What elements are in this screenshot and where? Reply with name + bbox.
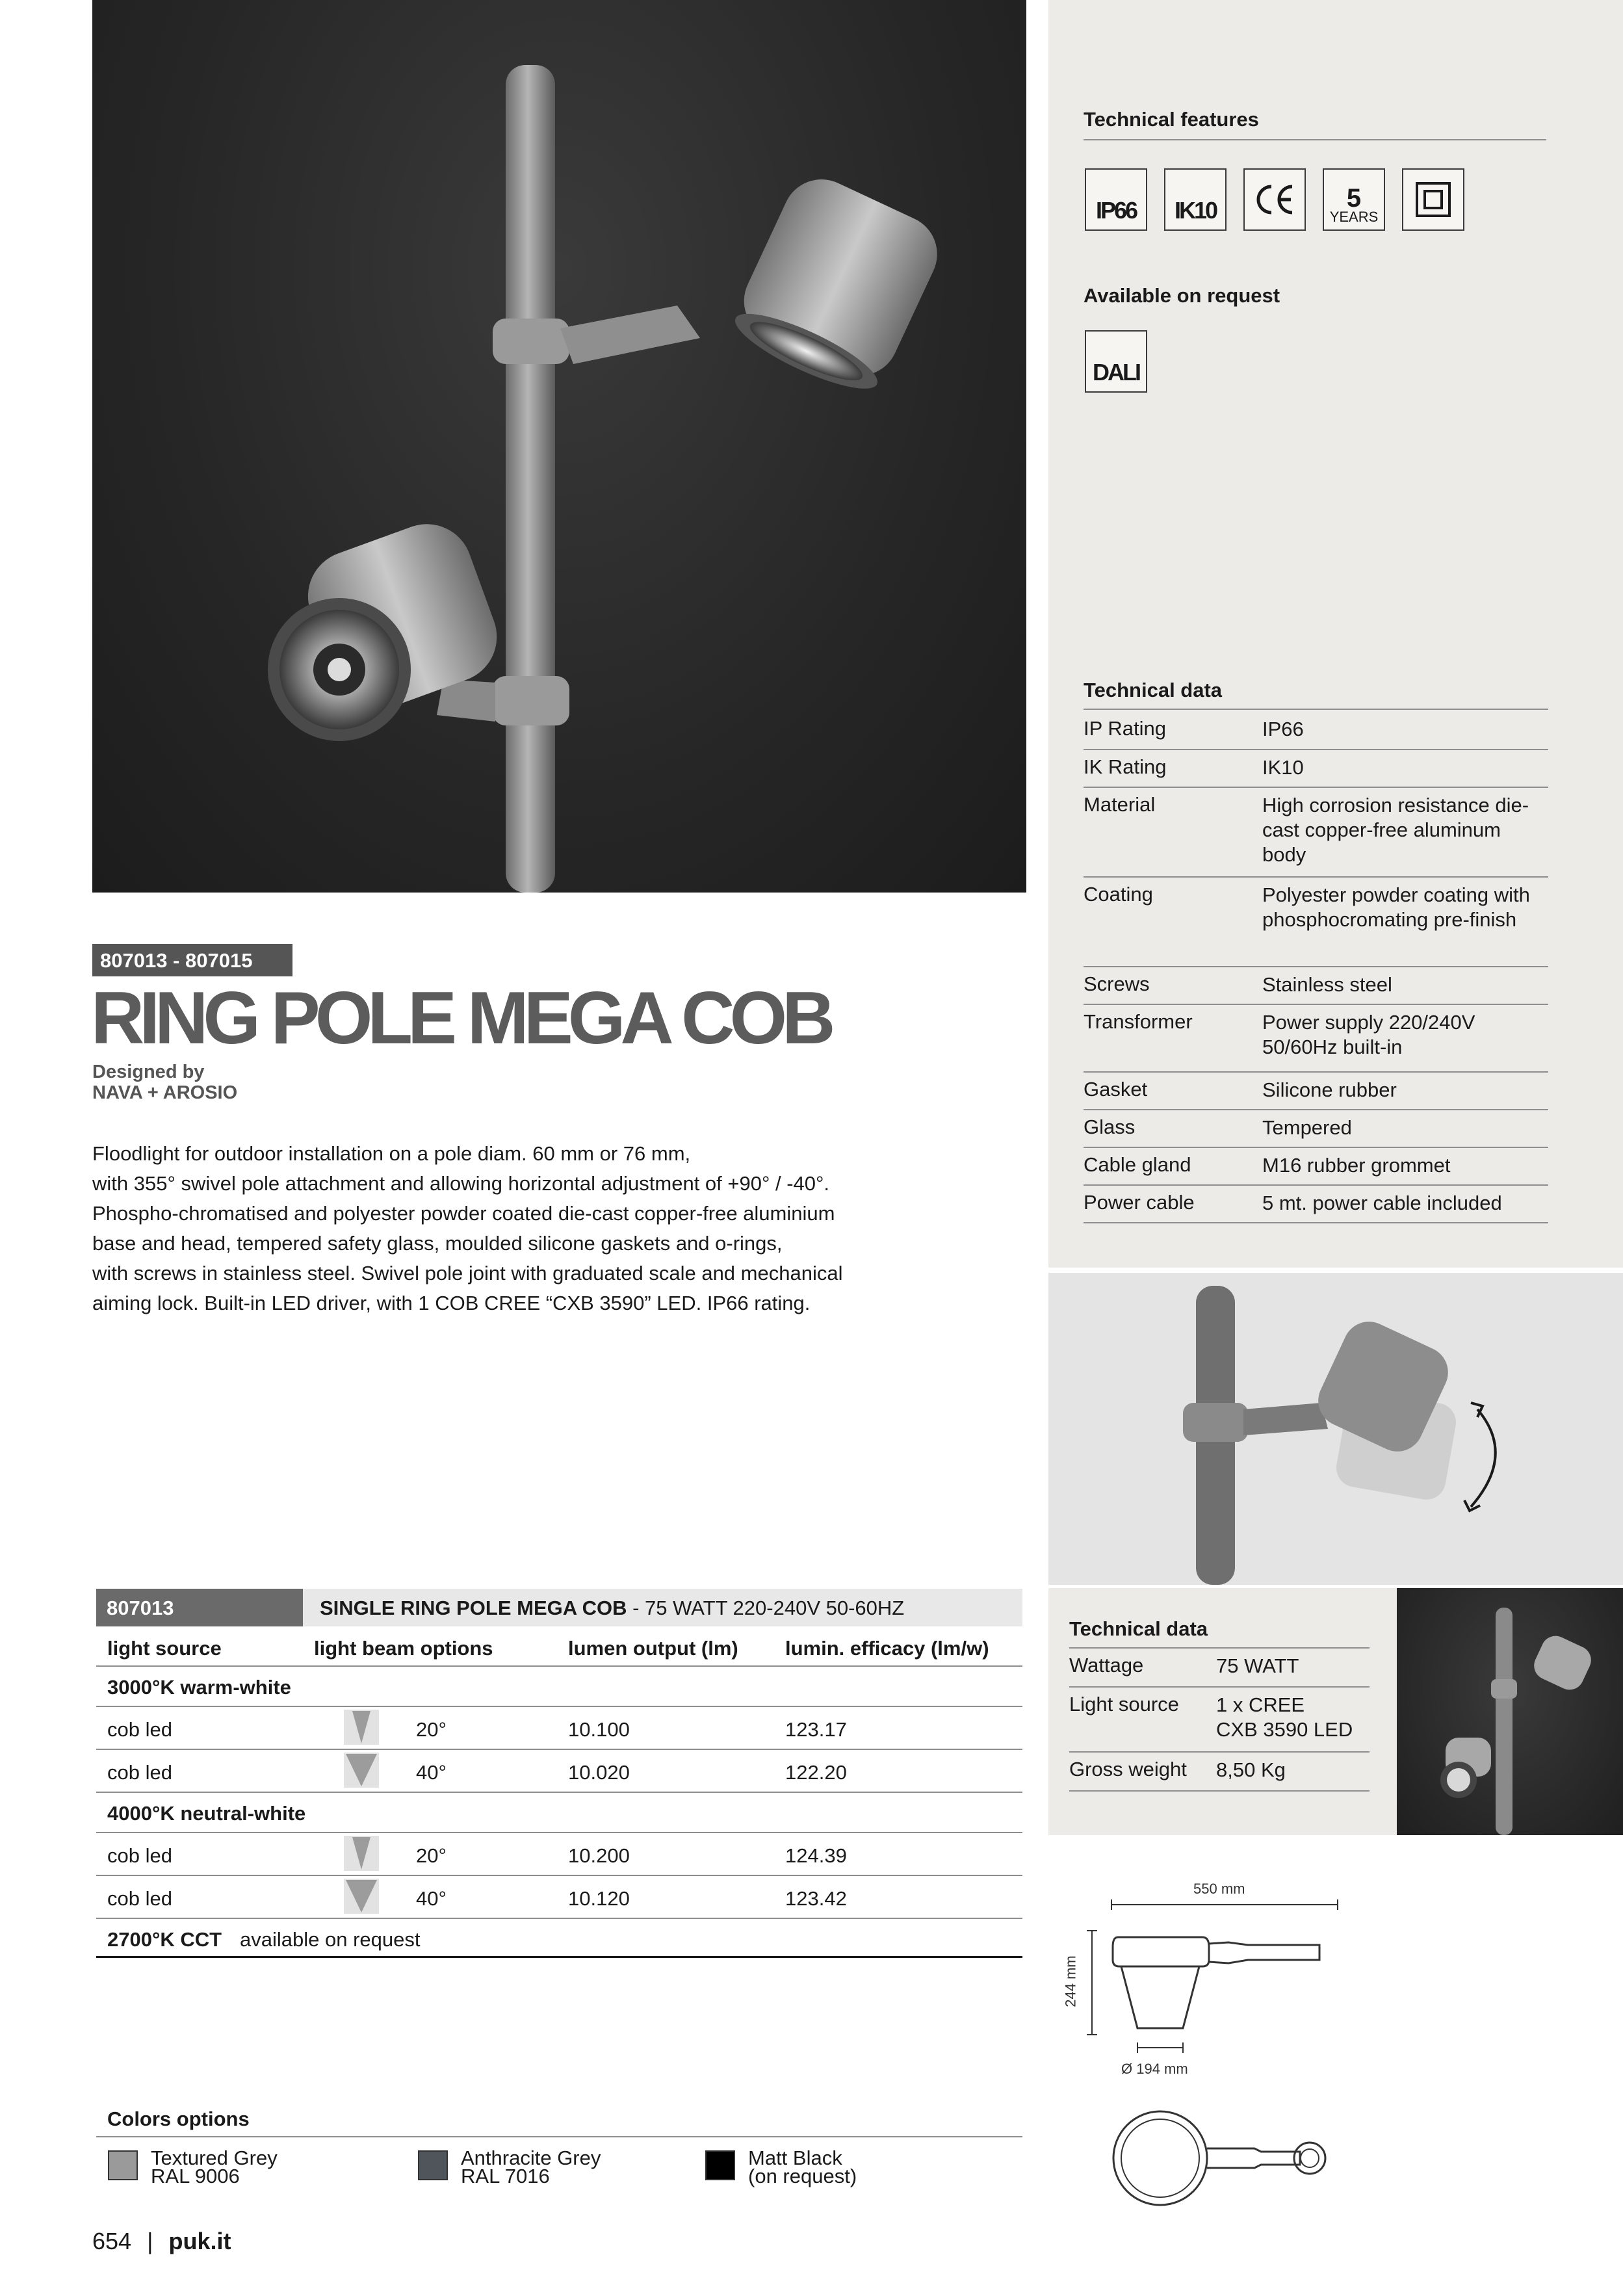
technical-data-key: Light source <box>1069 1693 1179 1715</box>
technical-data-key: Coating <box>1084 883 1153 906</box>
efficacy-cell: 123.42 <box>785 1887 847 1910</box>
beam-angle-icon <box>342 1751 381 1789</box>
value-line: 75 WATT <box>1216 1654 1299 1677</box>
hero-product-photo <box>92 0 1026 893</box>
efficacy-cell: 122.20 <box>785 1761 847 1784</box>
technical-data-row <box>1084 788 1548 878</box>
technical-data-row <box>1084 1110 1548 1148</box>
technical-data-value: Tempered <box>1262 1116 1352 1139</box>
footer-separator: | <box>147 2228 153 2254</box>
technical-data-value <box>1216 1693 1370 1742</box>
technical-data-row <box>1084 750 1548 788</box>
technical-data-value: Stainless steel <box>1262 973 1392 996</box>
color-name: Matt Black <box>748 2146 842 2169</box>
dimension-height: 244 mm <box>1062 1955 1079 2007</box>
variant-description: SINGLE RING POLE MEGA COB - 75 WATT 220-240V 50-60HZ <box>320 1597 905 1619</box>
technical-data-row <box>1084 1073 1548 1110</box>
designed-by-label: Designed by <box>92 1062 205 1082</box>
value-line: CXB 3590 LED <box>1216 1718 1353 1741</box>
technical-data-row <box>1084 878 1548 967</box>
technical-data-value: 5 mt. power cable included <box>1262 1192 1502 1214</box>
variant-row <box>96 1876 1022 1919</box>
variant-row <box>96 1707 1022 1750</box>
cct-availability-note <box>96 1919 1022 1958</box>
page-footer <box>92 2228 231 2255</box>
colors-options-title: Colors options <box>107 2107 250 2130</box>
cct-note-text: available on request <box>240 1928 421 1951</box>
column-header-light-source: light source <box>107 1637 222 1660</box>
color-code: RAL 7016 <box>461 2165 550 2187</box>
technical-data-title: Technical data <box>1084 679 1223 701</box>
light-source-cell: cob led <box>107 1718 172 1741</box>
technical-features-title: Technical features <box>1084 108 1259 131</box>
dimension-diameter: Ø 194 mm <box>1121 2061 1188 2077</box>
cct-note-bold: 2700°K CCT <box>107 1928 222 1951</box>
dimension-drawings <box>1059 1872 1449 2210</box>
description-line: Phospho-chromatised and polyester powder coated die-cast copper-free aluminium <box>92 1202 835 1225</box>
product-description <box>92 1139 1002 1318</box>
ip66-icon: IP66 <box>1085 168 1147 231</box>
light-source-cell: cob led <box>107 1887 172 1910</box>
technical-data-key: Transformer <box>1084 1010 1193 1033</box>
color-code: (on request) <box>748 2165 857 2187</box>
ce-mark-icon <box>1243 168 1306 231</box>
designer-credit <box>92 1062 237 1103</box>
designer-name: NAVA + AROSIO <box>92 1082 238 1103</box>
technical-data-value: Power supply 220/240V 50/60Hz built-in <box>1262 1011 1475 1058</box>
column-header-lumen: lumen output (lm) <box>568 1637 738 1660</box>
beam-angle-cell: 20° <box>416 1718 447 1741</box>
technical-data-key: Screws <box>1084 972 1150 995</box>
website-link[interactable]: puk.it <box>168 2228 231 2254</box>
available-on-request-title: Available on request <box>1084 284 1280 307</box>
technical-data-2-row <box>1069 1649 1370 1688</box>
color-swatch[interactable] <box>705 2150 735 2180</box>
technical-data-row <box>1084 1005 1548 1073</box>
color-label <box>748 2146 857 2187</box>
variant-row <box>96 1750 1022 1793</box>
variant-group-header <box>96 1793 1022 1833</box>
description-line: aiming lock. Built-in LED driver, with 1 COB CREE “CXB 3590” LED. IP66 rating. <box>92 1292 811 1314</box>
light-source-cell: cob led <box>107 1844 172 1867</box>
technical-data-value <box>1216 1758 1370 1782</box>
divider <box>1084 139 1546 140</box>
column-header-beam: light beam options <box>314 1637 493 1660</box>
color-swatch[interactable] <box>418 2150 448 2180</box>
technical-data-key: Gasket <box>1084 1078 1148 1101</box>
technical-data-key: Wattage <box>1069 1654 1144 1676</box>
technical-data-2-row <box>1069 1688 1370 1753</box>
ik10-icon: IK10 <box>1164 168 1227 231</box>
beam-angle-cell: 40° <box>416 1887 447 1910</box>
technical-data-value: Polyester powder coating with phosphocromating pre-finish <box>1262 883 1530 931</box>
technical-data-key: Gross weight <box>1069 1758 1187 1781</box>
column-header-efficacy: lumin. efficacy (lm/w) <box>785 1637 989 1660</box>
variant-row <box>96 1833 1022 1876</box>
technical-data-value: High corrosion resistance die-cast copper-free aluminum body <box>1262 794 1529 866</box>
technical-data-key: Power cable <box>1084 1191 1195 1214</box>
color-swatch[interactable] <box>108 2150 138 2180</box>
description-line: base and head, tempered safety glass, moulded silicone gaskets and o-rings, <box>92 1232 783 1255</box>
product-thumbnail-photo <box>1397 1588 1623 1835</box>
beam-angle-cell: 20° <box>416 1844 447 1867</box>
description-line: with 355° swivel pole attachment and allowing horizontal adjustment of +90° / -40°. <box>92 1172 830 1195</box>
value-line: 8,50 Kg <box>1216 1758 1286 1781</box>
technical-data-value: M16 rubber grommet <box>1262 1154 1451 1177</box>
technical-data-value: Silicone rubber <box>1262 1078 1397 1101</box>
beam-angle-icon <box>342 1877 381 1915</box>
beam-angle-icon <box>342 1834 381 1872</box>
beam-angle-icon <box>342 1708 381 1746</box>
side-view-drawing <box>1059 1872 1449 2210</box>
variant-code: 807013 <box>96 1589 303 1626</box>
efficacy-cell: 123.17 <box>785 1718 847 1741</box>
description-line: with screws in stainless steel. Swivel pole joint with graduated scale and mechanical <box>92 1262 843 1285</box>
value-line: 1 x CREE <box>1216 1693 1305 1716</box>
warranty-5-years-icon: 5 YEARS <box>1323 168 1385 231</box>
technical-data-row <box>1084 1148 1548 1186</box>
technical-data-key: Glass <box>1084 1115 1136 1138</box>
technical-data-2-title: Technical data <box>1069 1617 1208 1640</box>
page-number: 654 <box>92 2228 132 2254</box>
light-source-cell: cob led <box>107 1761 172 1784</box>
color-name: Anthracite Grey <box>461 2146 601 2169</box>
divider <box>96 2136 1022 2137</box>
technical-data-value <box>1216 1654 1370 1678</box>
divider <box>1084 709 1548 710</box>
technical-data-row <box>1084 967 1548 1005</box>
beam-angle-cell: 40° <box>416 1761 447 1784</box>
color-code: RAL 9006 <box>151 2165 240 2187</box>
class-ii-double-insulation-icon <box>1402 168 1464 231</box>
product-code-tag: 807013 - 807015 <box>92 944 292 976</box>
lumen-output-cell: 10.120 <box>568 1887 630 1910</box>
color-temperature-label: 3000°K warm-white <box>107 1676 291 1699</box>
lumen-output-cell: 10.100 <box>568 1718 630 1741</box>
floodlight-pole-illustration <box>92 0 1026 893</box>
description-line: Floodlight for outdoor installation on a pole diam. 60 mm or 76 mm, <box>92 1142 691 1165</box>
color-label <box>151 2146 278 2187</box>
technical-data-key: Cable gland <box>1084 1153 1191 1176</box>
lumen-output-cell: 10.200 <box>568 1844 630 1867</box>
color-name: Textured Grey <box>151 2146 278 2169</box>
technical-data-key: IK Rating <box>1084 755 1167 778</box>
lumen-output-cell: 10.020 <box>568 1761 630 1784</box>
dali-icon: DALI <box>1085 330 1147 393</box>
technical-data-2-row <box>1069 1753 1370 1792</box>
adjustment-photo <box>1048 1273 1623 1585</box>
product-title: RING POLE MEGA COB <box>91 977 831 1060</box>
color-label <box>461 2146 601 2187</box>
technical-data-value: IK10 <box>1262 756 1304 779</box>
technical-data-row <box>1084 712 1548 750</box>
dimension-width: 550 mm <box>1193 1881 1245 1897</box>
technical-data-key: IP Rating <box>1084 717 1166 740</box>
technical-data-value: IP66 <box>1262 718 1304 740</box>
efficacy-cell: 124.39 <box>785 1844 847 1867</box>
technical-data-row <box>1084 1186 1548 1223</box>
technical-data-key: Material <box>1084 793 1156 816</box>
variant-group-header <box>96 1667 1022 1707</box>
color-temperature-label: 4000°K neutral-white <box>107 1802 306 1825</box>
